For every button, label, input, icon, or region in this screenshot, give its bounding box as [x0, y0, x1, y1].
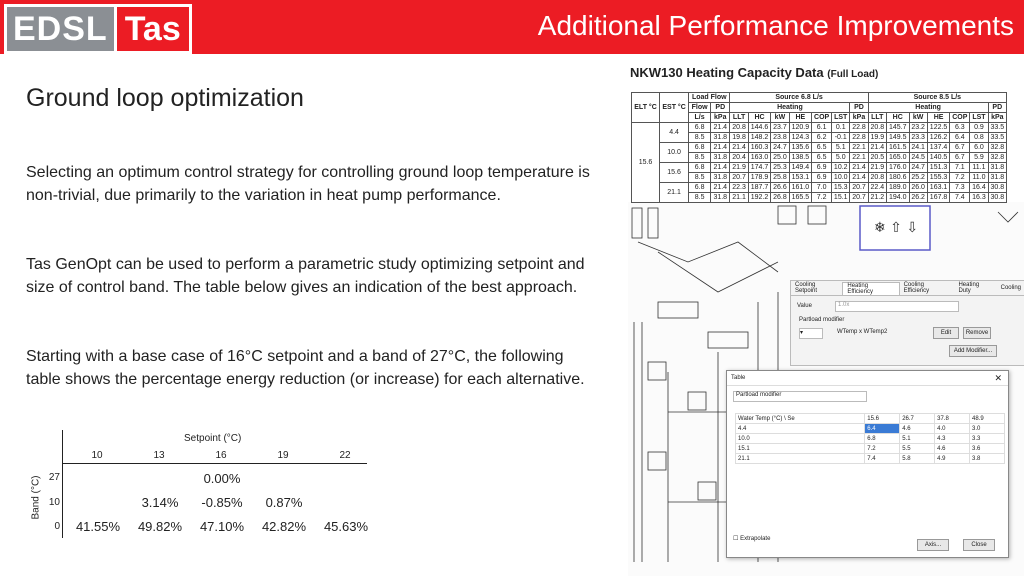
nkw-unit-header: HC — [886, 113, 909, 123]
modifier-cell[interactable]: 4.6 — [900, 424, 935, 434]
nkw-cell: 6.9 — [812, 163, 832, 173]
nkw-cell: 149.4 — [789, 163, 812, 173]
svg-text:❄ ⇧ ⇩: ❄ ⇧ ⇩ — [874, 220, 919, 236]
nkw-cell: 26.2 — [909, 193, 927, 203]
nkw-est-cell: 15.6 — [660, 163, 689, 183]
col-header: 13 — [153, 450, 165, 461]
nkw-cell: 32.8 — [988, 143, 1006, 153]
nkw-cell: 23.8 — [771, 133, 789, 143]
nkw-cell: 160.3 — [748, 143, 771, 153]
nkw-cell: 124.3 — [789, 133, 812, 143]
nkw-unit-header: kPa — [711, 113, 730, 123]
table-cell: 3.14% — [141, 495, 179, 510]
nkw-est-header: EST °C — [660, 93, 689, 123]
nkw-cell: 6.1 — [812, 123, 832, 133]
setpoint-axis-title: Setpoint (°C) — [184, 433, 242, 444]
nkw-cell: 26.8 — [771, 193, 789, 203]
close-button[interactable]: Close — [963, 539, 995, 551]
nkw-cell: 19.8 — [730, 133, 748, 143]
col-header: 22 — [339, 450, 351, 461]
nkw-cell: 21.4 — [850, 163, 868, 173]
nkw-cell: 5.9 — [970, 153, 988, 163]
nkw-cell: 187.7 — [748, 183, 771, 193]
nkw-cell: 15.1 — [832, 193, 850, 203]
nkw-cell: 7.2 — [812, 193, 832, 203]
nkw-cell: 192.2 — [748, 193, 771, 203]
nkw-cell: 7.2 — [950, 173, 970, 183]
nkw-cell: 20.7 — [850, 193, 868, 203]
nkw-est-cell: 4.4 — [660, 123, 689, 143]
nkw-pd-header: PD — [850, 103, 868, 113]
modifier-cell[interactable]: 4.6 — [935, 444, 970, 454]
nkw-cell: 30.8 — [988, 183, 1006, 193]
nkw-cell: 7.1 — [950, 163, 970, 173]
modifier-cell[interactable]: 6.8 — [865, 434, 900, 444]
nkw-cell: 20.7 — [730, 173, 748, 183]
nkw-pd-header: PD — [988, 103, 1006, 113]
nkw-cell: 10.0 — [832, 173, 850, 183]
nkw-cell: 22.8 — [850, 123, 868, 133]
modifier-row — [736, 424, 1005, 434]
nkw-unit-header: kPa — [850, 113, 868, 123]
modifier-row — [736, 434, 1005, 444]
nkw-cell: 6.2 — [812, 133, 832, 143]
nkw-cell: 22.1 — [850, 143, 868, 153]
nkw-source2-header: Source 8.5 L/s — [868, 93, 1006, 103]
modifier-cell[interactable]: 15.1 — [736, 444, 865, 454]
nkw-cell: 8.5 — [689, 153, 711, 163]
modifier-cell[interactable]: 6.4 — [865, 424, 900, 434]
dialog-title: Table — [727, 371, 1008, 386]
modifier-cell[interactable]: 3.3 — [970, 434, 1005, 444]
modifier-table-header — [736, 414, 1005, 424]
nkw-cell: 22.1 — [850, 153, 868, 163]
software-screenshot — [628, 62, 1024, 576]
edit-button[interactable]: Edit — [933, 327, 959, 339]
nkw-cell: 0.9 — [970, 123, 988, 133]
panel-tab[interactable]: Heating Efficiency — [842, 282, 899, 295]
table-cell: 0.87% — [265, 495, 303, 510]
nkw-cell: 26.6 — [771, 183, 789, 193]
nkw-elt-header: ELT °C — [632, 93, 660, 123]
table-cell: -0.85% — [201, 495, 243, 510]
nkw-title — [630, 65, 878, 80]
modifier-cell[interactable]: 3.6 — [970, 444, 1005, 454]
paragraph-1: Selecting an optimum control strategy for controlling ground loop temperature is non-trivial, due primarily to the variation in heat pump performance. — [26, 164, 590, 204]
nkw-row — [632, 143, 1007, 153]
nkw-unit-header: COP — [950, 113, 970, 123]
nkw-est-cell: 10.0 — [660, 143, 689, 163]
nkw-cell: 23.3 — [909, 133, 927, 143]
nkw-cell: 21.4 — [711, 183, 730, 193]
nkw-cell: 25.3 — [771, 163, 789, 173]
nkw-cell: 23.2 — [909, 123, 927, 133]
nkw-cell: 21.4 — [711, 123, 730, 133]
modifier-cell[interactable]: 10.0 — [736, 434, 865, 444]
nkw-cell: 8.5 — [689, 133, 711, 143]
nkw-unit-header: L/s — [689, 113, 711, 123]
nkw-cell: 6.4 — [950, 133, 970, 143]
modifier-cell[interactable]: 7.4 — [865, 454, 900, 464]
nkw-cell: 20.8 — [868, 173, 886, 183]
nkw-cell: 7.4 — [950, 193, 970, 203]
modifier-cell[interactable]: 4.4 — [736, 424, 865, 434]
nkw-row — [632, 183, 1007, 193]
nkw-row — [632, 193, 1007, 203]
nkw-cell: 167.8 — [927, 193, 950, 203]
nkw-cell: 11.1 — [970, 163, 988, 173]
hvac-properties-panel — [790, 280, 1024, 366]
add-modifier-button[interactable]: Add Modifier... — [949, 345, 997, 357]
nkw-loadflow-header: Load Flow — [689, 93, 730, 103]
nkw-cell: 6.8 — [689, 123, 711, 133]
nkw-est-cell: 21.1 — [660, 183, 689, 203]
nkw-cell: 33.5 — [988, 123, 1006, 133]
nkw-cell: 0.1 — [832, 123, 850, 133]
nkw-cell: 7.3 — [950, 183, 970, 193]
extrapolate-checkbox[interactable] — [733, 535, 770, 542]
modifier-cell[interactable]: 4.3 — [935, 434, 970, 444]
table-cell: 45.63% — [323, 519, 369, 534]
table-horizontal-rule — [62, 463, 367, 464]
nkw-cell: 145.7 — [886, 123, 909, 133]
nkw-cell: 31.8 — [988, 173, 1006, 183]
nkw-cell: 30.8 — [988, 193, 1006, 203]
nkw-cell: 0.8 — [970, 133, 988, 143]
nkw-cell: 6.0 — [970, 143, 988, 153]
modifier-row — [736, 454, 1005, 464]
nkw-cell: 189.0 — [886, 183, 909, 193]
nkw-unit-header: HE — [789, 113, 812, 123]
nkw-unit-header: LST — [832, 113, 850, 123]
nkw-cell: 180.6 — [886, 173, 909, 183]
nkw-subtitle: (Full Load) — [827, 69, 879, 80]
modifier-cell[interactable]: 5.5 — [900, 444, 935, 454]
nkw-cell: 6.7 — [950, 153, 970, 163]
nkw-unit-header: COP — [812, 113, 832, 123]
nkw-cell: 21.4 — [730, 143, 748, 153]
nkw-cell: 6.7 — [950, 143, 970, 153]
nkw-cell: 31.8 — [711, 173, 730, 183]
modifier-table-body — [736, 424, 1005, 464]
nkw-cell: 26.0 — [909, 183, 927, 193]
nkw-cell: 194.0 — [886, 193, 909, 203]
nkw-pd-header: PD — [711, 103, 730, 113]
section-title: Ground loop optimization — [26, 84, 304, 112]
logo-tas: Tas — [114, 7, 189, 51]
panel-tab[interactable]: Cooling Setpoint — [795, 282, 818, 294]
table-dialog — [726, 370, 1009, 558]
edsl-tas-logo — [4, 4, 192, 54]
nkw-cell: -0.1 — [832, 133, 850, 143]
nkw-cell: 122.5 — [927, 123, 950, 133]
modifier-cell[interactable]: 7.2 — [865, 444, 900, 454]
nkw-cell: 33.5 — [988, 133, 1006, 143]
nkw-cell: 21.4 — [711, 163, 730, 173]
nkw-cell: 148.2 — [748, 133, 771, 143]
modifier-cell[interactable]: 3.8 — [970, 454, 1005, 464]
nkw-cell: 174.7 — [748, 163, 771, 173]
nkw-cell: 165.0 — [886, 153, 909, 163]
nkw-cell: 149.5 — [886, 133, 909, 143]
panel-tab[interactable]: Cooling Efficiency — [903, 282, 930, 294]
nkw-cell: 25.2 — [909, 173, 927, 183]
col-header: 19 — [277, 450, 289, 461]
nkw-cell: 21.4 — [711, 143, 730, 153]
nkw-cell: 21.9 — [730, 163, 748, 173]
nkw-row — [632, 133, 1007, 143]
nkw-cell: 21.9 — [868, 163, 886, 173]
nkw-cell: 163.1 — [927, 183, 950, 193]
extrapolate-label: Extrapolate — [740, 536, 771, 542]
panel-tabs — [791, 281, 1024, 296]
nkw-cell: 153.1 — [789, 173, 812, 183]
col-header: 16 — [215, 450, 227, 461]
nkw-cell: 161.5 — [886, 143, 909, 153]
modifier-header-cell: 37.8 — [935, 414, 970, 424]
nkw-cell: 10.2 — [832, 163, 850, 173]
modifier-cell[interactable]: 4.0 — [935, 424, 970, 434]
value-label: Value — [797, 303, 812, 309]
modifier-cell[interactable]: 4.9 — [935, 454, 970, 464]
nkw-cell: 6.8 — [689, 143, 711, 153]
modifier-row — [736, 444, 1005, 454]
nkw-heating-header: Heating — [868, 103, 988, 113]
logo-edsl: EDSL — [7, 7, 114, 51]
nkw-cell: 19.9 — [868, 133, 886, 143]
nkw-cell: 21.1 — [730, 193, 748, 203]
col-header: 10 — [91, 450, 103, 461]
modifier-header-cell: 26.7 — [900, 414, 935, 424]
close-icon[interactable]: ✕ — [994, 373, 1002, 383]
modifier-cell[interactable]: 5.8 — [900, 454, 935, 464]
nkw-cell: 20.4 — [730, 153, 748, 163]
nkw-body — [632, 123, 1007, 203]
row-header: 27 — [48, 472, 60, 483]
axis-button[interactable]: Axis... — [917, 539, 949, 551]
nkw-cell: 178.9 — [748, 173, 771, 183]
table-cell: 41.55% — [75, 519, 121, 534]
paragraph-3: Starting with a base case of 16°C setpoint and a band of 27°C, the following table shows the percentage energy reduction (or increase) for each alternative. — [26, 348, 585, 388]
remove-button[interactable]: Remove — [963, 327, 991, 339]
nkw-unit-header: LLT — [868, 113, 886, 123]
nkw-cell: 7.0 — [812, 183, 832, 193]
nkw-units-row — [632, 113, 1007, 123]
nkw-capacity-table — [631, 92, 1007, 203]
nkw-cell: 6.8 — [689, 183, 711, 193]
nkw-cell: 21.4 — [868, 143, 886, 153]
slide-title: Additional Performance Improvements — [537, 10, 1014, 41]
nkw-unit-header: kW — [909, 113, 927, 123]
nkw-cell: 25.0 — [771, 153, 789, 163]
nkw-cell: 8.5 — [689, 193, 711, 203]
nkw-cell: 137.4 — [927, 143, 950, 153]
nkw-cell: 31.8 — [711, 133, 730, 143]
nkw-row — [632, 153, 1007, 163]
nkw-cell: 31.8 — [988, 163, 1006, 173]
table-cell: 42.82% — [261, 519, 307, 534]
nkw-row — [632, 163, 1007, 173]
nkw-cell: 163.0 — [748, 153, 771, 163]
nkw-unit-header: HE — [927, 113, 950, 123]
modifier-header-cell: Water Temp (°C) \ Se — [736, 414, 865, 424]
nkw-cell: 20.8 — [730, 123, 748, 133]
modifier-cell[interactable]: 5.1 — [900, 434, 935, 444]
nkw-cell: 22.4 — [868, 183, 886, 193]
panel-tab[interactable]: Heating Duty — [958, 282, 980, 294]
nkw-cell: 16.4 — [970, 183, 988, 193]
nkw-cell: 6.8 — [689, 163, 711, 173]
nkw-row — [632, 173, 1007, 183]
table-cell: 0.00% — [203, 471, 241, 486]
nkw-cell: 120.9 — [789, 123, 812, 133]
nkw-cell: 20.7 — [850, 183, 868, 193]
row-header: 10 — [48, 497, 60, 508]
partload-modifier-label: Partload modifier — [799, 317, 845, 323]
nkw-cell: 15.3 — [832, 183, 850, 193]
nkw-source1-header: Source 6.8 L/s — [730, 93, 868, 103]
nkw-cell: 24.7 — [771, 143, 789, 153]
paragraph-2: Tas GenOpt can be used to perform a parametric study optimizing setpoint and size of control band. The table below gives an indication of the best approach. — [26, 256, 585, 296]
nkw-cell: 6.5 — [812, 153, 832, 163]
nkw-cell: 176.0 — [886, 163, 909, 173]
nkw-cell: 6.9 — [812, 173, 832, 183]
nkw-cell: 22.3 — [730, 183, 748, 193]
nkw-unit-header: HC — [748, 113, 771, 123]
nkw-row — [632, 123, 1007, 133]
nkw-cell: 126.2 — [927, 133, 950, 143]
checkbox-icon[interactable]: ☐ — [733, 536, 739, 542]
nkw-cell: 16.3 — [970, 193, 988, 203]
nkw-cell: 11.0 — [970, 173, 988, 183]
nkw-cell: 140.5 — [927, 153, 950, 163]
modifier-cell[interactable]: 21.1 — [736, 454, 865, 464]
modifier-select[interactable]: ▾ — [799, 328, 823, 339]
nkw-cell: 161.0 — [789, 183, 812, 193]
nkw-cell: 6.5 — [812, 143, 832, 153]
nkw-cell: 8.5 — [689, 173, 711, 183]
row-header: 0 — [54, 521, 60, 532]
nkw-cell: 21.2 — [868, 193, 886, 203]
nkw-unit-header: LST — [970, 113, 988, 123]
nkw-cell: 138.5 — [789, 153, 812, 163]
nkw-cell: 24.7 — [909, 163, 927, 173]
nkw-unit-header: kPa — [988, 113, 1006, 123]
nkw-title-text: NKW130 Heating Capacity Data — [630, 65, 824, 80]
nkw-cell: 24.5 — [909, 153, 927, 163]
nkw-cell: 6.3 — [950, 123, 970, 133]
nkw-cell: 20.5 — [868, 153, 886, 163]
nkw-cell: 23.7 — [771, 123, 789, 133]
nkw-cell: 32.8 — [988, 153, 1006, 163]
nkw-cell: 22.8 — [850, 133, 868, 143]
modifier-header-cell: 48.9 — [970, 414, 1005, 424]
table-cell: 49.82% — [137, 519, 183, 534]
value-input[interactable]: 1.0x — [835, 301, 959, 312]
table-cell: 47.10% — [199, 519, 245, 534]
table-vertical-rule — [62, 430, 63, 538]
modifier-table — [735, 413, 1005, 464]
dialog-name-input[interactable]: Partload modifier — [733, 391, 867, 402]
title-bar — [0, 0, 1024, 54]
nkw-cell: 165.5 — [789, 193, 812, 203]
nkw-cell: 21.4 — [850, 173, 868, 183]
panel-tab[interactable]: Cooling — [1000, 285, 1021, 291]
nkw-heating-header: Heating — [730, 103, 850, 113]
nkw-cell: 155.3 — [927, 173, 950, 183]
nkw-elt-cell: 15.6 — [632, 123, 660, 203]
nkw-flow-header: Flow — [689, 103, 711, 113]
modifier-expression: WTemp x WTemp2 — [837, 329, 888, 335]
band-axis-title: Band (°C) — [30, 475, 42, 520]
nkw-cell: 20.8 — [868, 123, 886, 133]
nkw-cell: 25.8 — [771, 173, 789, 183]
modifier-cell[interactable]: 3.0 — [970, 424, 1005, 434]
nkw-unit-header: kW — [771, 113, 789, 123]
nkw-cell: 31.8 — [711, 153, 730, 163]
results-table — [26, 430, 376, 542]
nkw-cell: 5.0 — [832, 153, 850, 163]
nkw-cell: 31.8 — [711, 193, 730, 203]
nkw-unit-header: LLT — [730, 113, 748, 123]
nkw-cell: 5.1 — [832, 143, 850, 153]
modifier-header-cell: 15.6 — [865, 414, 900, 424]
nkw-cell: 135.6 — [789, 143, 812, 153]
nkw-cell: 24.1 — [909, 143, 927, 153]
nkw-cell: 151.3 — [927, 163, 950, 173]
nkw-cell: 144.6 — [748, 123, 771, 133]
